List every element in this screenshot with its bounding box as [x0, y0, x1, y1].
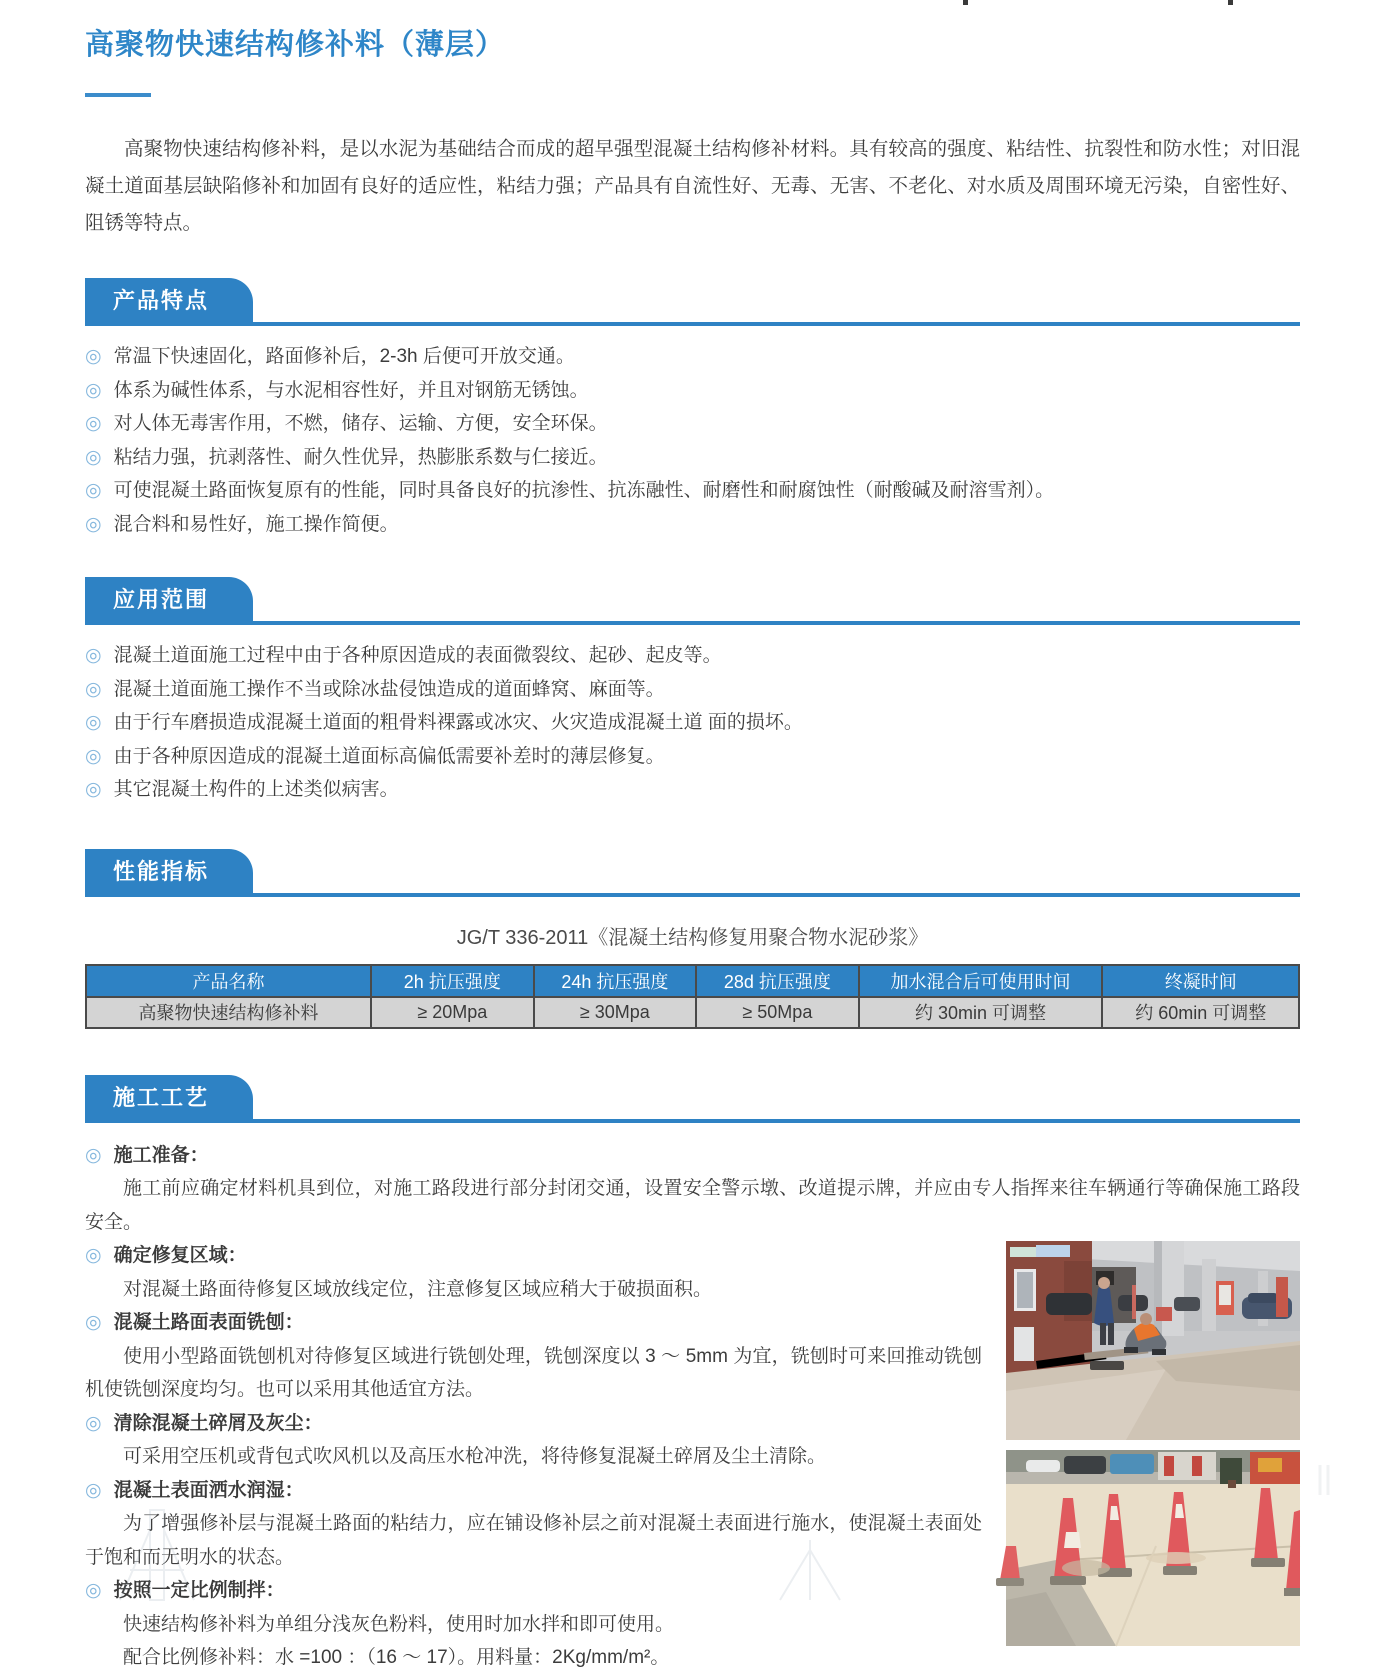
ring-bullet-icon: ◎ [85, 413, 102, 434]
step-body: 快速结构修补料为单组分浅灰色粉料，使用时加水拌和即可使用。 [123, 1613, 675, 1635]
step-body: 可采用空压机或背包式吹风机以及高压水枪冲洗，将待修复混凝土碎屑及尘土清除。 [123, 1446, 827, 1467]
step-title: 按照一定比例制拌： [113, 1580, 285, 1601]
cell-28d-strength: ≥ 50Mpa [696, 997, 859, 1028]
performance-table [85, 964, 1300, 1029]
application-text: 混凝土道面施工过程中由于各种原因造成的表面微裂纹、起砂、起皮等。 [113, 645, 722, 666]
list-item [85, 374, 1300, 408]
cell-2h-strength: ≥ 20Mpa [371, 997, 534, 1028]
section-tab-applications: 应用范围 [85, 577, 253, 621]
list-item [85, 639, 1300, 673]
ring-bullet-icon: ◎ [85, 513, 102, 535]
ring-bullet-icon: ◎ [85, 745, 102, 767]
col-header-28d-strength: 28d 抗压强度 [696, 965, 859, 997]
construction-site-photo [1006, 1241, 1300, 1440]
section-header-applications [85, 577, 1300, 625]
ring-bullet-icon: ◎ [85, 1479, 102, 1501]
feature-text: 对人体无毒害作用，不燃，储存、运输、方便，安全环保。 [113, 413, 608, 434]
application-text: 其它混凝土构件的上述类似病害。 [113, 779, 399, 800]
ring-bullet-icon: ◎ [85, 379, 102, 401]
intro-paragraph: 高聚物快速结构修补料，是以水泥为基础结合而成的超早强型混凝土结构修补材料。具有较高的强度、粘结性、抗裂性和防水性；对旧混凝土道面基层缺陷修补和加固有良好的适应性，粘结力强；产品具有自流性好、无毒、无害、不老化、对水质及周围环境无污染，自密性好、阻锈等特点。 [85, 138, 1300, 234]
ring-bullet-icon: ◎ [85, 678, 102, 700]
application-text: 由于行车磨损造成混凝土道面的粗骨料裸露或冰灾、火灾造成混凝土道 面的损坏。 [113, 712, 803, 733]
applications-list [85, 639, 1300, 807]
list-item [85, 441, 1300, 475]
process-step [85, 1139, 1300, 1240]
features-list [85, 340, 1300, 541]
ring-bullet-icon: ◎ [85, 346, 102, 367]
section-tab-features: 产品特点 [85, 278, 253, 322]
step-title: 混凝土路面表面铣刨： [113, 1312, 304, 1333]
feature-text: 常温下快速固化，路面修补后，2-3h 后便可开放交通。 [113, 346, 575, 367]
step-body: 施工前应确定材料机具到位，对施工路段进行部分封闭交通，设置安全警示墩、改道提示牌，并应由专人指挥来往车辆通行等确保施工路段安全。 [85, 1178, 1300, 1233]
cell-final-set-time: 约 60min 可调整 [1102, 997, 1299, 1028]
step-title: 施工准备： [113, 1144, 209, 1166]
list-item [85, 673, 1300, 707]
feature-text: 粘结力强，抗剥落性、耐久性优异，热膨胀系数与仁接近。 [113, 446, 608, 468]
list-item [85, 706, 1300, 740]
col-header-24h-strength: 24h 抗压强度 [534, 965, 697, 997]
application-text: 混凝土道面施工操作不当或除冰盐侵蚀造成的道面蜂窝、麻面等。 [113, 678, 665, 700]
feature-text: 体系为碱性体系，与水泥相容性好，并且对钢筋无锈蚀。 [113, 379, 589, 401]
list-item [85, 773, 1300, 807]
list-item [85, 740, 1300, 774]
list-item [85, 340, 1300, 374]
ring-bullet-icon: ◎ [85, 645, 102, 666]
feature-text: 混合料和易性好，施工操作简便。 [113, 513, 399, 535]
marks-sketch-icon [1315, 1465, 1335, 1495]
title-underline [85, 93, 151, 97]
ring-bullet-icon: ◎ [85, 1412, 102, 1434]
process-content [85, 1139, 1300, 1675]
col-header-usable-time: 加水混合后可使用时间 [859, 965, 1103, 997]
step-title: 混凝土表面洒水润湿： [113, 1479, 304, 1501]
col-header-product-name: 产品名称 [86, 965, 371, 997]
section-header-features [85, 278, 1300, 326]
list-item [85, 474, 1300, 508]
section-header-performance [85, 849, 1300, 897]
step-body: 为了增强修补层与混凝土路面的粘结力，应在铺设修补层之前对混凝土表面进行施水，使混凝土表面处于饱和而无明水的状态。 [85, 1513, 982, 1568]
application-text: 由于各种原因造成的混凝土道面标高偏低需要补差时的薄层修复。 [113, 745, 665, 767]
ring-bullet-icon: ◎ [85, 1312, 102, 1333]
step-title: 清除混凝土碎屑及灰尘： [113, 1412, 323, 1434]
table-row [86, 997, 1299, 1028]
cell-usable-time: 约 30min 可调整 [859, 997, 1103, 1028]
ring-bullet-icon: ◎ [85, 480, 102, 501]
section-tab-performance: 性能指标 [85, 849, 253, 893]
section-header-process [85, 1075, 1300, 1123]
page-title: 高聚物快速结构修补料（薄层） [85, 29, 506, 61]
section-tab-process: 施工工艺 [85, 1075, 253, 1119]
list-item [85, 407, 1300, 441]
col-header-final-set-time: 终凝时间 [1102, 965, 1299, 997]
step-body: 配合比例修补料：水 =100 ：（16 ～ 17）。用料量：2Kg/mm/m²。 [123, 1647, 670, 1668]
list-item [85, 508, 1300, 542]
ring-bullet-icon: ◎ [85, 446, 102, 468]
cell-product-name: 高聚物快速结构修补料 [86, 997, 371, 1028]
traffic-cones-photo [1006, 1450, 1300, 1646]
process-photos [1006, 1241, 1300, 1646]
performance-standard: JG/T 336-2011《混凝土结构修复用聚合物水泥砂浆》 [456, 926, 929, 949]
ring-bullet-icon: ◎ [85, 1580, 102, 1601]
ring-bullet-icon: ◎ [85, 712, 102, 733]
step-title: 确定修复区域： [113, 1245, 247, 1266]
page-content [85, 0, 1300, 1675]
table-header-row [86, 965, 1299, 997]
ring-bullet-icon: ◎ [85, 1144, 102, 1166]
cell-24h-strength: ≥ 30Mpa [534, 997, 697, 1028]
ring-bullet-icon: ◎ [85, 1245, 102, 1266]
step-body: 使用小型路面铣刨机对待修复区域进行铣刨处理，铣刨深度以 3 ～ 5mm 为宜，铣刨时可来回推动铣刨机使铣刨深度均匀。也可以采用其他适宜方法。 [85, 1345, 982, 1400]
col-header-2h-strength: 2h 抗压强度 [371, 965, 534, 997]
step-body: 对混凝土路面待修复区域放线定位，注意修复区域应稍大于破损面积。 [123, 1278, 713, 1300]
feature-text: 可使混凝土路面恢复原有的性能，同时具备良好的抗渗性、抗冻融性、耐磨性和耐腐蚀性（耐酸碱及耐溶雪剂）。 [113, 480, 1055, 501]
ring-bullet-icon: ◎ [85, 779, 102, 800]
